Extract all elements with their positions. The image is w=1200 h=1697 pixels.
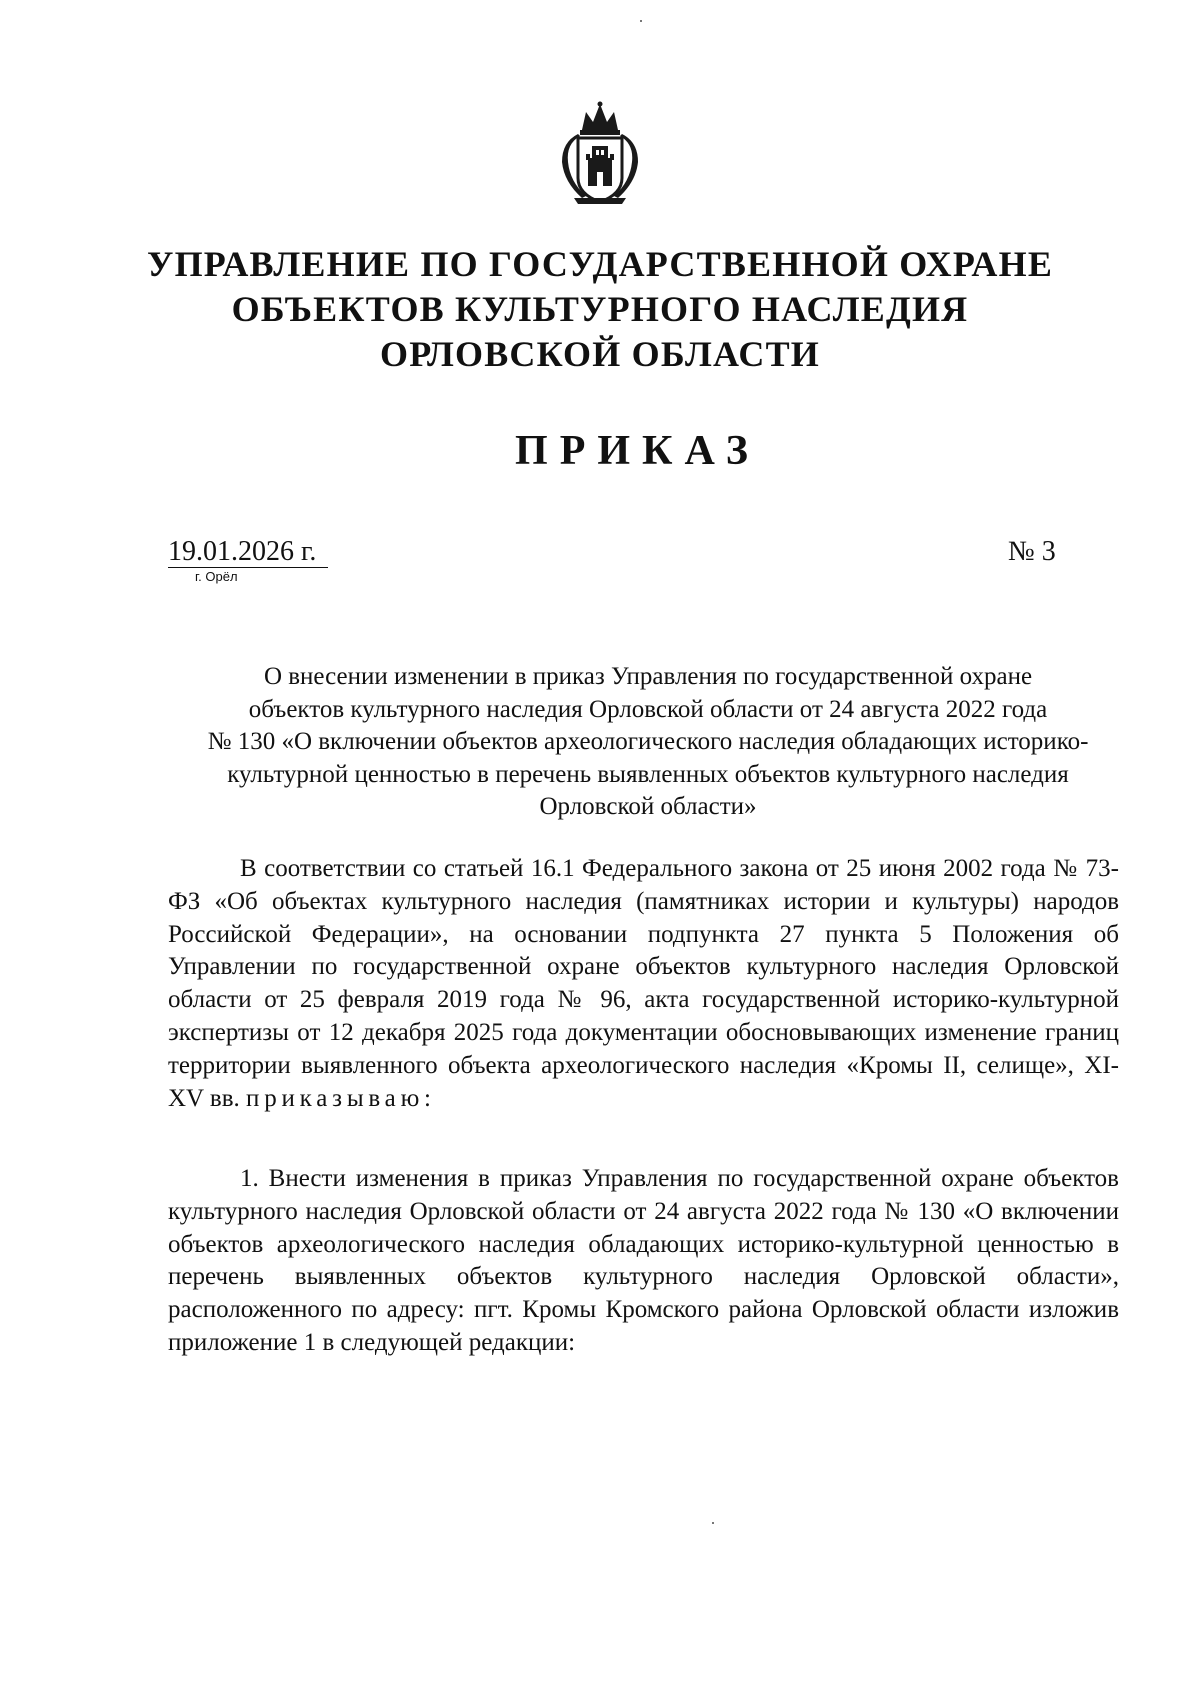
subject-line-5: Орловской области» xyxy=(539,793,757,820)
subject-line-2: объектов культурного наследия Орловской области от 24 августа 2022 года xyxy=(248,695,1048,723)
subject-line-3: № 130 «О включении объектов археологического наследия обладающих историко- xyxy=(207,728,1089,755)
clause-1-paragraph: 1. Внести изменения в приказ Управления по государственной охране объектов культурного наследия Орловской области от 24 августа 2022 года № 130 «О включении объектов археологического наследия обладающих историко-культурной ценностью в перечень выявленных объектов культурного наследия Орловской области», расположенного по адресу: пгт. Кромы Кромского района Орловской области изложив приложение 1 в следующей редакции: xyxy=(168,1165,1119,1356)
document-type-title: ПРИКАЗ xyxy=(515,428,760,474)
order-command: приказываю: xyxy=(246,1084,436,1112)
scan-speck xyxy=(712,1522,714,1524)
subject-line-4: культурной ценностью в перечень выявленных объектов культурного наследия xyxy=(227,760,1069,788)
org-name-line-3: ОРЛОВСКОЙ ОБЛАСТИ xyxy=(380,334,820,374)
preamble-text: В соответствии со статьей 16.1 Федерального закона от 25 июня 2002 года № 73-ФЗ «Об объектах культурного наследия (памятниках истории и культуры) народов Российской Федерации», на основании подпункта 27 пункта 5 Положения об Управлении по государственной охране объектов культурного наследия Орловской области от 25 февраля 2019 года № 96, акта государственной историко-культурной экспертизы от 12 декабря 2025 года документации обосновывающих изменение границ территории выявленного объекта археологического наследия «Кромы II, селище», XI-XV вв. xyxy=(168,855,1119,1112)
organization-heading xyxy=(0,242,1200,377)
scan-speck xyxy=(640,20,642,22)
order-subject xyxy=(168,661,1128,824)
org-name-line-2: ОБЪЕКТОВ КУЛЬТУРНОГО НАСЛЕДИЯ xyxy=(231,289,969,329)
order-place: г. Орёл xyxy=(195,569,238,584)
preamble-paragraph xyxy=(168,853,1119,1115)
coat-of-arms-icon xyxy=(560,100,640,208)
org-name-line-1: УПРАВЛЕНИЕ ПО ГОСУДАРСТВЕННОЙ ОХРАНЕ xyxy=(146,244,1054,284)
subject-line-1: О внесении изменении в приказ Управления по государственной охране xyxy=(263,663,1033,690)
order-date: 19.01.2026 г. xyxy=(168,537,328,568)
date-block xyxy=(168,537,328,586)
order-number: № 3 xyxy=(1008,536,1056,567)
